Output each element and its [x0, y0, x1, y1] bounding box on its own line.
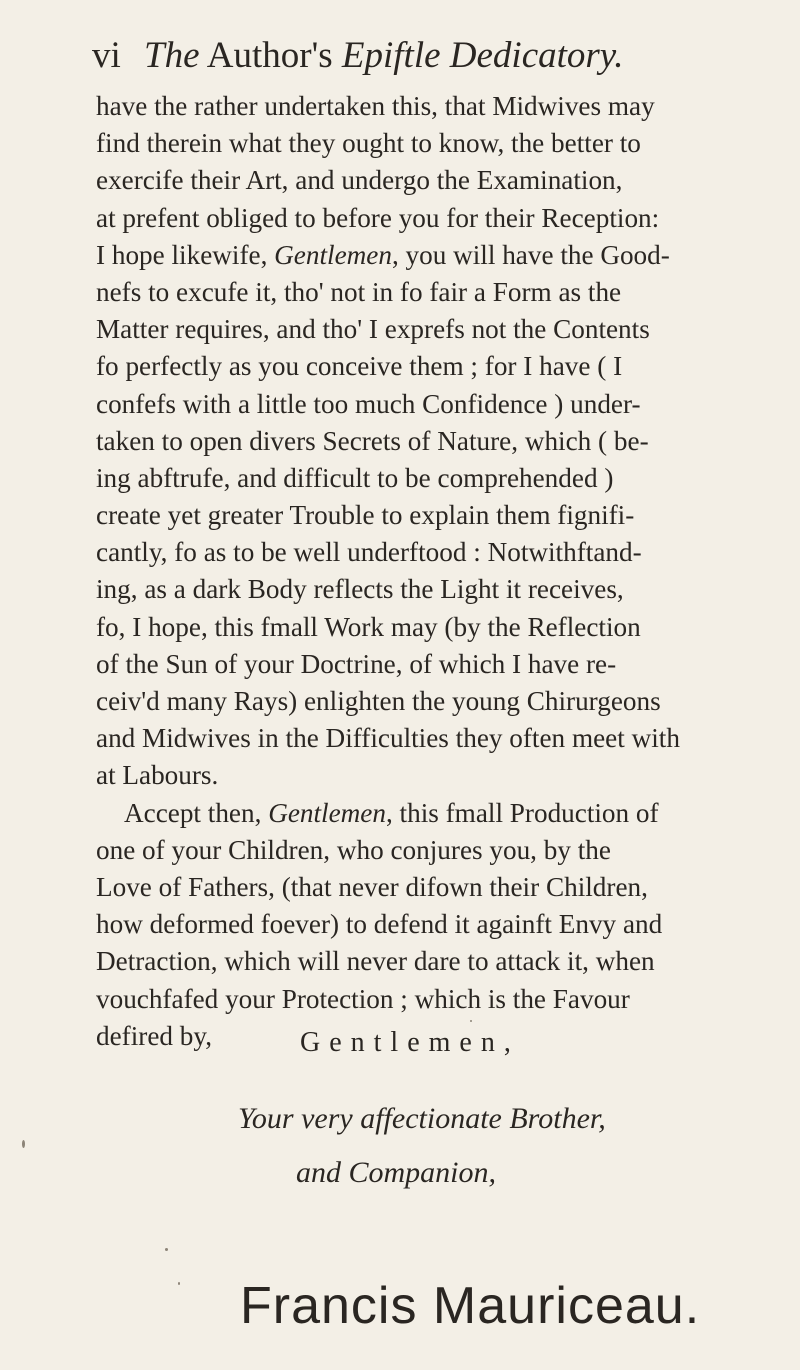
text-line: one of your Children, who conjures you, by the — [96, 834, 611, 865]
paper-speck — [22, 1140, 25, 1148]
running-header — [92, 28, 732, 84]
text-line: ing abftrufe, and difficult to be comprehended ) — [96, 462, 614, 493]
text-line: at prefent obliged to before you for their Reception: — [96, 202, 660, 233]
text-line: ceiv'd many Rays) enlighten the young Chirurgeons — [96, 686, 661, 716]
header-title-the: The — [144, 35, 200, 76]
text-line: defired by, — [96, 1020, 212, 1051]
text-line: taken to open divers Secrets of Nature, which ( be- — [96, 425, 649, 456]
header-title-author: Author's — [206, 35, 333, 76]
text-line: find therein what they ought to know, the better to — [96, 128, 641, 159]
closing-companion: and Companion, — [296, 1156, 497, 1189]
text-line: and Midwives in the Difficulties they often meet with — [96, 723, 680, 754]
closing-salutation: Gentlemen, — [300, 1027, 520, 1058]
page-number: vi — [92, 35, 121, 76]
paper-speck — [470, 1020, 472, 1022]
text-line: vouchfafed your Protection ; which is the Favour — [96, 983, 630, 1014]
text-line: have the rather undertaken this, that Midwives may — [96, 91, 655, 121]
text-line: nefs to excufe it, tho' not in fo fair a Form as the — [96, 276, 622, 307]
text-line: I hope likewife, Gentlemen, you will have the Good- — [96, 239, 670, 270]
text-line: fo perfectly as you conceive them ; for I have ( I — [96, 351, 623, 382]
signature: Francis Mauriceau. — [240, 1277, 701, 1335]
text-line: Love of Fathers, (that never difown their Children, — [96, 871, 648, 902]
text-line: ing, as a dark Body reflects the Light it receives, — [96, 574, 624, 605]
text-line: how deformed foever) to defend it againft Envy and — [96, 909, 663, 940]
text-line: exercife their Art, and undergo the Examination, — [96, 165, 623, 196]
closing-brother: Your very affectionate Brother, — [238, 1102, 606, 1135]
text-line: confefs with a little too much Confidence ) under- — [96, 388, 641, 419]
text-line: cantly, fo as to be well underftood : Notwithftand- — [96, 537, 642, 568]
text-line: at Labours. — [96, 760, 219, 791]
text-line: fo, I hope, this fmall Work may (by the Reflection — [96, 611, 641, 642]
paper-speck — [165, 1248, 168, 1251]
paper-speck — [178, 1282, 180, 1285]
text-line: Accept then, Gentlemen, this fmall Production of — [124, 797, 659, 828]
header-title-epistle: Epiftle Dedicatory. — [341, 35, 624, 76]
text-line: Detraction, which will never dare to attack it, when — [96, 946, 655, 977]
text-line: Matter requires, and tho' I exprefs not the Contents — [96, 314, 650, 345]
dedication-body — [96, 88, 732, 1055]
text-line: of the Sun of your Doctrine, of which I have re- — [96, 648, 617, 679]
text-line: create yet greater Trouble to explain them fignifi- — [96, 500, 635, 531]
